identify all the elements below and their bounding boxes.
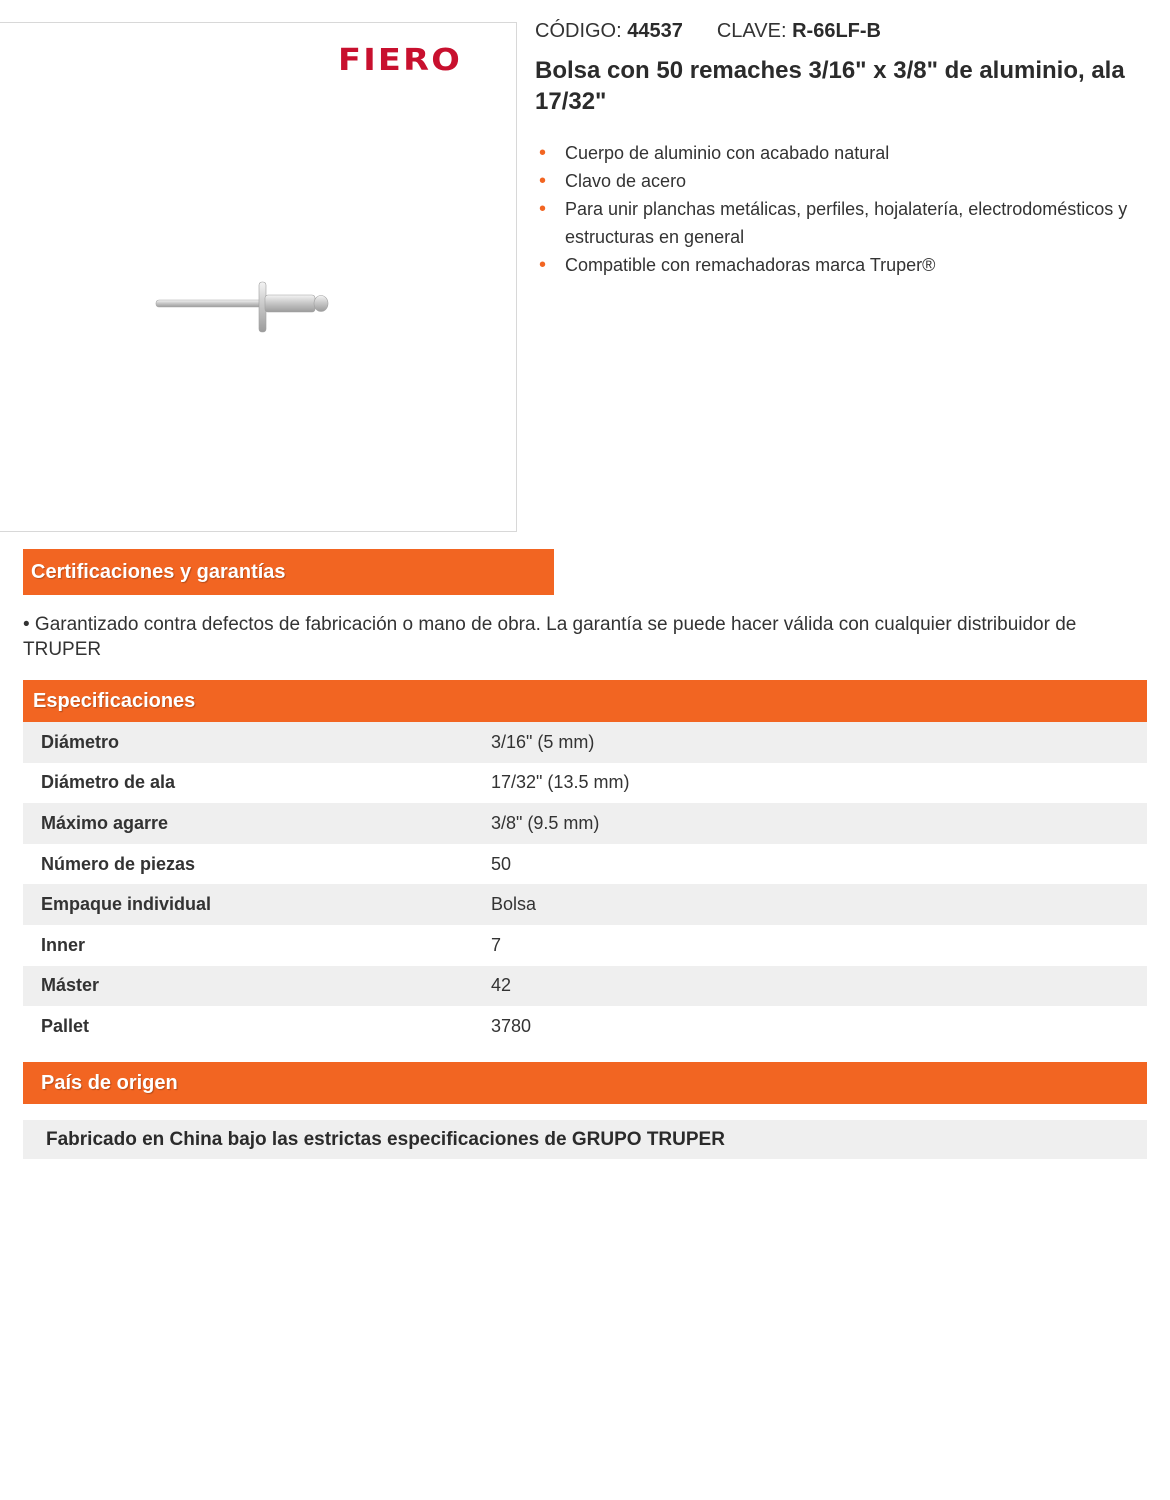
warranty-text: • Garantizado contra defectos de fabricación o mano de obra. La garantía se puede hacer válida con cualquier distribuidor de TRUPER bbox=[23, 614, 1077, 660]
spec-value: 42 bbox=[491, 975, 512, 996]
spec-label: Diámetro de ala bbox=[41, 772, 176, 793]
key-field bbox=[717, 20, 881, 43]
product-info bbox=[535, 20, 1165, 279]
spec-value: 17/32" (13.5 mm) bbox=[491, 772, 630, 793]
table-row bbox=[23, 884, 1147, 925]
product-codes bbox=[535, 20, 1165, 43]
product-title: Bolsa con 50 remaches 3/16" x 3/8" de aluminio, ala 17/32" bbox=[535, 57, 1125, 115]
certifications-heading: Certificaciones y garantías bbox=[23, 549, 554, 595]
table-row bbox=[23, 966, 1147, 1007]
table-row bbox=[23, 803, 1147, 844]
specifications-heading: Especificaciones bbox=[23, 680, 1147, 722]
key-label: CLAVE: bbox=[716, 20, 787, 42]
spec-value: Bolsa bbox=[491, 894, 537, 915]
origin-heading: País de origen bbox=[23, 1062, 1147, 1104]
specifications-table bbox=[23, 722, 1147, 1047]
code-label: CÓDIGO: bbox=[535, 20, 622, 42]
spec-label: Máximo agarre bbox=[41, 812, 169, 833]
feature-list bbox=[535, 139, 1165, 279]
spec-value: 7 bbox=[491, 934, 502, 955]
table-row bbox=[23, 925, 1147, 966]
key-value: R-66LF-B bbox=[792, 20, 881, 42]
table-row bbox=[23, 844, 1147, 885]
spec-value: 3/16" (5 mm) bbox=[491, 731, 595, 752]
spec-label: Diámetro bbox=[41, 731, 120, 752]
feature-item: • Cuerpo de aluminio con acabado natural bbox=[565, 139, 1165, 167]
feature-item: • Compatible con remachadoras marca Truper® bbox=[565, 251, 1165, 279]
spec-label: Máster bbox=[41, 975, 100, 996]
spec-value: 3/8" (9.5 mm) bbox=[491, 812, 600, 833]
origin-text: Fabricado en China bajo las estrictas especificaciones de GRUPO TRUPER bbox=[23, 1120, 1147, 1159]
spec-label: Pallet bbox=[41, 1015, 90, 1036]
feature-item: • Para unir planchas metálicas, perfiles, hojalatería, electrodomésticos y estructuras en general bbox=[565, 195, 1165, 251]
rivet-icon bbox=[150, 278, 340, 338]
spec-label: Empaque individual bbox=[41, 894, 212, 915]
spec-label: Inner bbox=[41, 934, 86, 955]
table-row bbox=[23, 763, 1147, 804]
spec-value: 50 bbox=[491, 853, 512, 874]
table-row bbox=[23, 722, 1147, 763]
spec-value: 3780 bbox=[491, 1015, 532, 1036]
product-image-panel bbox=[0, 22, 517, 532]
brand-logo: FIERO bbox=[338, 43, 463, 78]
feature-item: • Clavo de acero bbox=[565, 167, 1165, 195]
spec-label: Número de piezas bbox=[41, 853, 196, 874]
code-value: 44537 bbox=[627, 20, 683, 42]
code-field bbox=[535, 20, 683, 43]
table-row bbox=[23, 1006, 1147, 1047]
